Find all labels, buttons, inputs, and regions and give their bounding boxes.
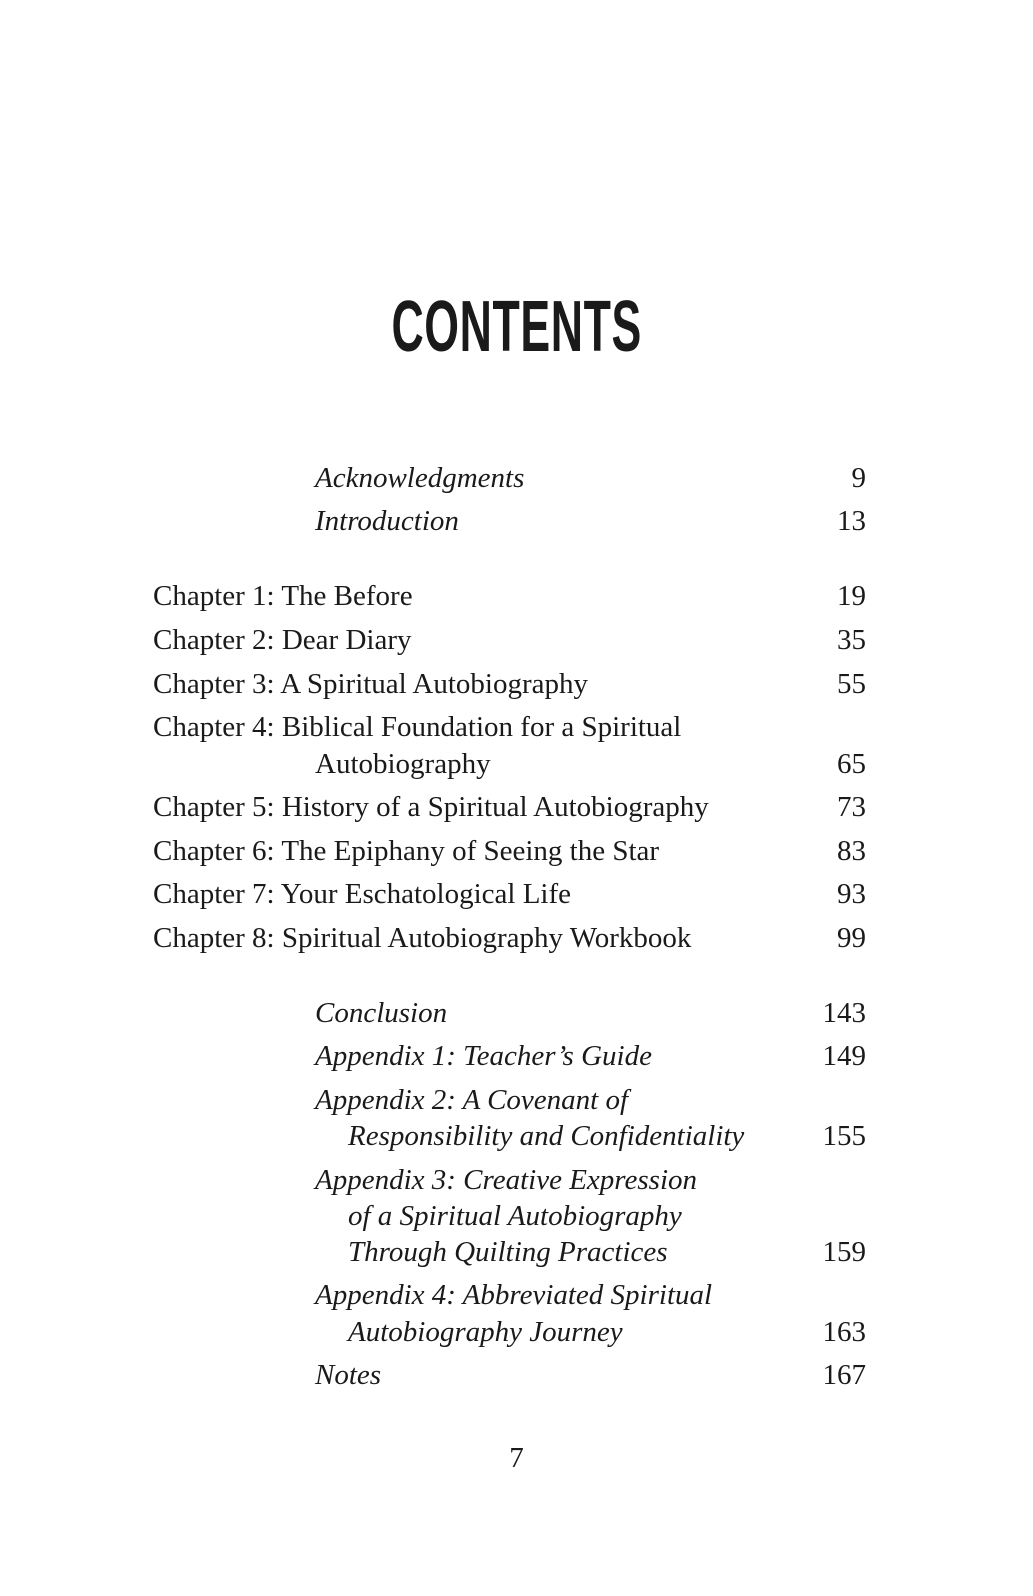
toc-entry-label: Chapter 3: A Spiritual Autobiography xyxy=(153,668,588,700)
toc-entry-chapter-3 xyxy=(0,666,1033,702)
toc-entry-notes xyxy=(0,1357,1033,1393)
toc-entry-label: Through Quilting Practices xyxy=(348,1236,668,1268)
toc-entry-chapter-7 xyxy=(0,876,1033,912)
toc-entry-page: 83 xyxy=(837,835,866,867)
toc-entry-label: Chapter 7: Your Eschatological Life xyxy=(153,878,571,910)
toc-entry-appendix-3 xyxy=(0,1162,1033,1198)
toc-entry-page: 143 xyxy=(822,997,866,1029)
toc-entry-label: Chapter 2: Dear Diary xyxy=(153,624,412,656)
toc-entry-label: Conclusion xyxy=(315,997,448,1029)
toc-entry-page: 99 xyxy=(837,922,866,954)
toc-entry-page: 13 xyxy=(837,505,866,537)
toc-entry-label: of a Spiritual Autobiography xyxy=(348,1200,682,1232)
toc-entry-conclusion xyxy=(0,995,1033,1031)
toc-entry-label: Appendix 3: Creative Expression xyxy=(315,1164,697,1196)
toc-entry-appendix-2 xyxy=(0,1082,1033,1118)
toc-entry-page: 149 xyxy=(822,1040,866,1072)
toc-entry-chapter-2 xyxy=(0,622,1033,658)
toc-entry-page: 65 xyxy=(837,748,866,780)
toc-entry-page: 9 xyxy=(851,462,866,494)
toc-entry-page: 73 xyxy=(837,791,866,823)
toc-entry-label: Introduction xyxy=(315,505,459,537)
toc-entry-page: 35 xyxy=(837,624,866,656)
toc-entry-chapter-5 xyxy=(0,789,1033,825)
toc-entry-label: Appendix 2: A Covenant of xyxy=(315,1084,629,1116)
toc-entry-page: 163 xyxy=(822,1316,866,1348)
toc-entry-label: Chapter 6: The Epiphany of Seeing the Star xyxy=(153,835,660,867)
toc-entry-appendix-4-continued xyxy=(0,1314,1033,1350)
toc-entry-label: Appendix 4: Abbreviated Spiritual xyxy=(315,1279,713,1311)
toc-entry-appendix-1 xyxy=(0,1038,1033,1074)
toc-entry-chapter-4 xyxy=(0,709,1033,745)
toc-entry-label: Acknowledgments xyxy=(315,462,525,494)
toc-entry-acknowledgments xyxy=(0,460,1033,496)
toc-entry-chapter-4-continued xyxy=(0,746,1033,782)
toc-entry-label: Chapter 1: The Before xyxy=(153,580,413,612)
toc-entry-appendix-3-continued xyxy=(0,1198,1033,1234)
toc-entry-label: Chapter 8: Spiritual Autobiography Workbook xyxy=(153,922,692,954)
toc-entry-page: 155 xyxy=(822,1120,866,1152)
toc-entry-label: Chapter 5: History of a Spiritual Autobiography xyxy=(153,791,709,823)
toc-entry-page: 55 xyxy=(837,668,866,700)
toc-entry-label: Responsibility and Confidentiality xyxy=(348,1120,745,1152)
toc-entry-introduction xyxy=(0,503,1033,539)
toc-entry-label: Chapter 4: Biblical Foundation for a Spiritual xyxy=(153,711,682,743)
toc-entry-chapter-8 xyxy=(0,920,1033,956)
toc-entry-page: 93 xyxy=(837,878,866,910)
page-title: CONTENTS xyxy=(391,287,642,367)
toc-entry-chapter-6 xyxy=(0,833,1033,869)
toc-entry-page: 19 xyxy=(837,580,866,612)
toc-entry-appendix-2-continued xyxy=(0,1118,1033,1154)
toc-entry-page: 167 xyxy=(822,1359,866,1391)
toc-entry-chapter-1 xyxy=(0,578,1033,614)
toc-entry-label: Notes xyxy=(315,1359,382,1391)
toc-entry-appendix-4 xyxy=(0,1277,1033,1313)
toc-entry-label: Autobiography Journey xyxy=(348,1316,623,1348)
toc-entry-label: Appendix 1: Teacher’s Guide xyxy=(315,1040,652,1072)
page-number: 7 xyxy=(509,1442,524,1474)
toc-entry-appendix-3-continued xyxy=(0,1234,1033,1270)
toc-entry-page: 159 xyxy=(822,1236,866,1268)
toc-entry-label: Autobiography xyxy=(315,748,491,780)
